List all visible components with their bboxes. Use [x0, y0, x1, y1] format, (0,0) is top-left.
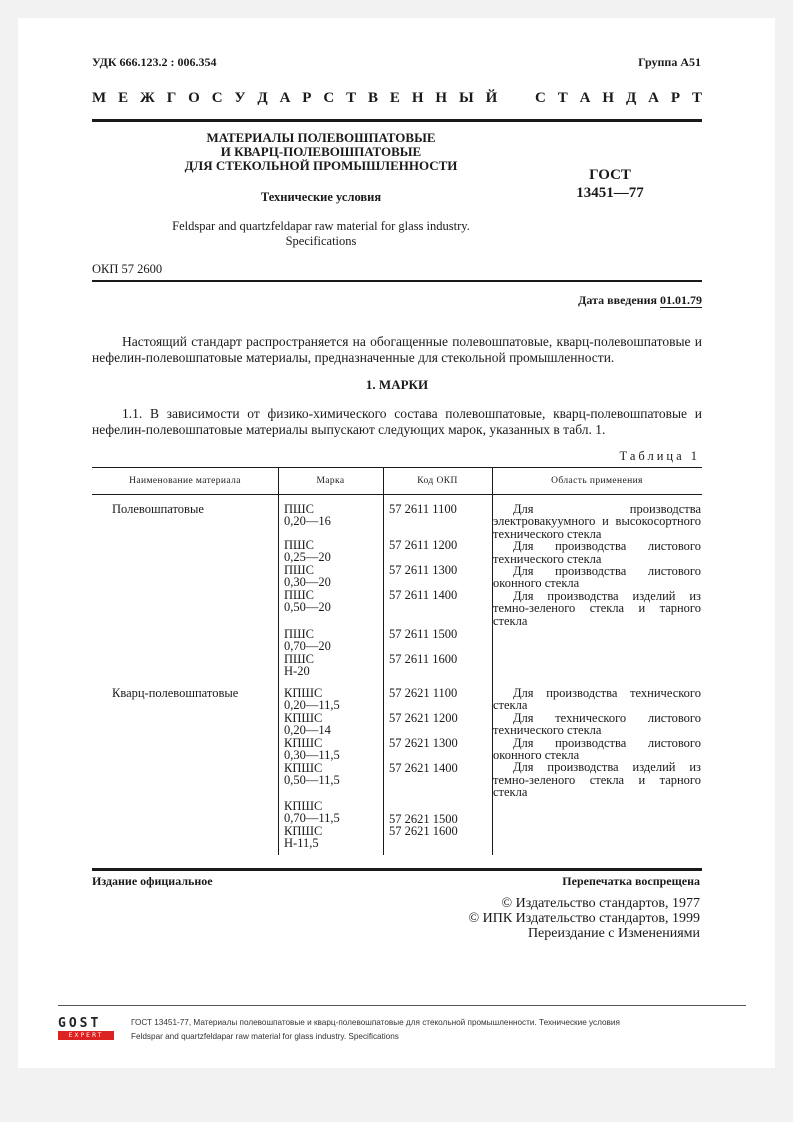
okp-code-cell: 57 2621 1200 — [389, 711, 458, 725]
heading-letter: Т — [346, 90, 357, 106]
heading-letter — [509, 90, 523, 107]
gostexpert-title-en: Feldspar and quartzfeldapar raw material for glass industry. Specifications — [131, 1032, 399, 1041]
application-item: Для производства листового оконного стекла — [493, 564, 701, 591]
application-list — [493, 503, 701, 627]
heading-letter: Н — [411, 90, 424, 106]
grades-table — [92, 467, 702, 855]
english-title — [92, 219, 550, 249]
effective-date-value: 01.01.79 — [660, 293, 702, 307]
copyright-1977: © Издательство стандартов, 1977 — [501, 896, 700, 911]
heading-letter: Ы — [458, 90, 474, 106]
heading-letter: С — [323, 90, 335, 106]
heading-letter: Г — [166, 90, 177, 106]
intro-paragraph: Настоящий стандарт распространяется на обогащенные полевошпатовые, кварц-полевошпатовые и нефелин-полевошпатовые материалы, предназначенные для стекольной промышленности. — [92, 334, 702, 365]
title-line-3: ДЛЯ СТЕКОЛЬНОЙ ПРОМЫШЛЕННОСТИ — [184, 158, 458, 173]
heading-letter: Е — [118, 90, 129, 106]
application-item: Для производства листового оконного стекла — [493, 735, 701, 763]
table-top-rule — [92, 467, 702, 468]
english-title-line-2: Specifications — [285, 234, 357, 248]
grade-cell: ПШС 0,30—20 — [284, 563, 331, 589]
grade-cell: ПШС 0,20—16 — [284, 502, 331, 528]
okp-code-cell: 57 2621 1600 — [389, 824, 458, 838]
grade-cell: КПШС 0,20—14 — [284, 711, 331, 737]
header-grade: Марка — [316, 476, 345, 486]
heading-letter: Д — [257, 90, 268, 106]
official-edition: Издание официальное — [92, 874, 213, 888]
document-title — [92, 131, 550, 173]
application-item: Для производства технического стекла — [493, 686, 701, 713]
copyright-1999: © ИПК Издательство стандартов, 1999 — [468, 911, 700, 926]
heading-letter: В — [368, 90, 379, 106]
english-title-line-1: Feldspar and quartzfeldapar raw material for glass industry. — [172, 219, 470, 233]
heading-letter: С — [211, 90, 223, 106]
group-code: Группа А51 — [638, 55, 701, 69]
gost-number-block — [560, 166, 660, 202]
heading-letter: У — [234, 90, 246, 106]
table-label: Таблица 1 — [619, 449, 700, 463]
okp-code-cell: 57 2611 1600 — [389, 652, 458, 666]
heading-letter: Р — [302, 90, 312, 106]
okp-code-cell: 57 2621 1100 — [389, 686, 458, 700]
heading-letter: Н — [602, 90, 615, 106]
grade-cell: КПШС 0,50—11,5 — [284, 761, 340, 787]
heading-letter: Й — [485, 90, 498, 106]
heading-letter: А — [279, 90, 291, 106]
okp-code-cell: 57 2621 1500 — [389, 812, 458, 826]
heading-letter: Т — [557, 90, 568, 106]
application-item: Для производства изделий из темно-зеленого стекла и тарного стекла — [493, 588, 701, 628]
gost-label: ГОСТ — [589, 167, 631, 183]
udc-code: УДК 666.123.2 : 006.354 — [92, 55, 217, 69]
okp-code-cell: 57 2621 1400 — [389, 761, 458, 775]
header-rule — [92, 119, 702, 122]
grade-cell: КПШС 0,70—11,5 — [284, 799, 340, 825]
table-col-divider — [278, 467, 279, 855]
grade-cell: ПШС 0,25—20 — [284, 538, 331, 564]
application-item: Для производства электровакуумного и высокосортного технического стекла — [493, 502, 701, 541]
application-item: Для технического листового технического стекла — [493, 710, 701, 738]
grade-cell: ПШС 0,50—20 — [284, 588, 331, 614]
title-line-1: МАТЕРИАЛЫ ПОЛЕВОШПАТОВЫЕ — [206, 130, 436, 145]
okp-code-cell: 57 2611 1100 — [389, 502, 457, 516]
footer-rule — [92, 868, 702, 871]
heading-letter: Н — [435, 90, 448, 106]
paragraph-1-1: 1.1. В зависимости от физико-химического состава полевошпатовые, кварц-полевошпатовые и нефелин-полевошпатовые материалы выпускают следующих марок, указанных в табл. 1. — [92, 406, 702, 437]
heading-letter: Д — [625, 90, 637, 106]
heading-letter: М — [92, 90, 107, 106]
heading-letter: С — [535, 90, 546, 106]
grade-cell: КПШС Н-11,5 — [284, 824, 323, 850]
gostexpert-rule — [58, 1005, 746, 1006]
header-material: Наименование материала — [129, 476, 241, 486]
gostexpert-logo[interactable] — [58, 1017, 118, 1040]
gost-number: 13451—77 — [576, 185, 644, 201]
grade-cell: КПШС 0,20—11,5 — [284, 686, 340, 712]
grade-cell: КПШС 0,30—11,5 — [284, 736, 340, 762]
okp-code-cell: 57 2621 1300 — [389, 736, 458, 750]
reprint-prohibited: Перепечатка воспрещена — [562, 874, 700, 888]
interstate-standard-heading — [92, 90, 702, 107]
section-heading: 1. МАРКИ — [365, 377, 429, 392]
heading-letter: Ж — [139, 90, 155, 106]
effective-date-label: Дата введения — [578, 293, 657, 307]
gostexpert-logo-bottom: EXPERT — [58, 1031, 114, 1040]
title-line-2: И КВАРЦ-ПОЛЕВОШПАТОВЫЕ — [220, 144, 422, 159]
heading-letter: О — [188, 90, 200, 106]
grade-cell: ПШС Н-20 — [284, 652, 314, 678]
application-list — [493, 687, 701, 799]
okp-code-cell: 57 2611 1200 — [389, 538, 458, 552]
heading-letter: Т — [691, 90, 702, 106]
application-item: Для производства изделий из темно-зеленого стекла и тарного стекла — [493, 760, 701, 800]
table-col-divider — [383, 467, 384, 855]
okp-code-cell: 57 2611 1300 — [389, 563, 458, 577]
material-name: Полевошпатовые — [112, 502, 204, 516]
gostexpert-logo-top: GOST — [58, 1016, 102, 1031]
okp-code-cell: 57 2611 1500 — [389, 627, 458, 641]
reissue-note: Переиздание с Изменениями — [527, 926, 700, 941]
grade-cell: ПШС 0,70—20 — [284, 627, 331, 653]
application-item: Для производства листового технического стекла — [493, 539, 701, 566]
material-name: Кварц-полевошпатовые — [112, 686, 239, 700]
gostexpert-title-ru: ГОСТ 13451-77, Материалы полевошпатовые и кварц-полевошпатовые для стекольной промышленности. Технические условия — [131, 1018, 620, 1027]
header-application: Область применения — [551, 476, 643, 486]
effective-date — [578, 293, 702, 308]
header-okp-code: Код ОКП — [417, 476, 458, 486]
okp-code: ОКП 57 2600 — [92, 262, 163, 276]
table-header-rule — [92, 494, 702, 495]
heading-letter: Е — [389, 90, 400, 106]
okp-code-cell: 57 2611 1400 — [389, 588, 458, 602]
heading-letter: Р — [670, 90, 681, 106]
document-subtitle: Технические условия — [260, 190, 382, 204]
okp-rule — [92, 280, 702, 282]
heading-letter: А — [648, 90, 660, 106]
heading-letter: А — [579, 90, 591, 106]
